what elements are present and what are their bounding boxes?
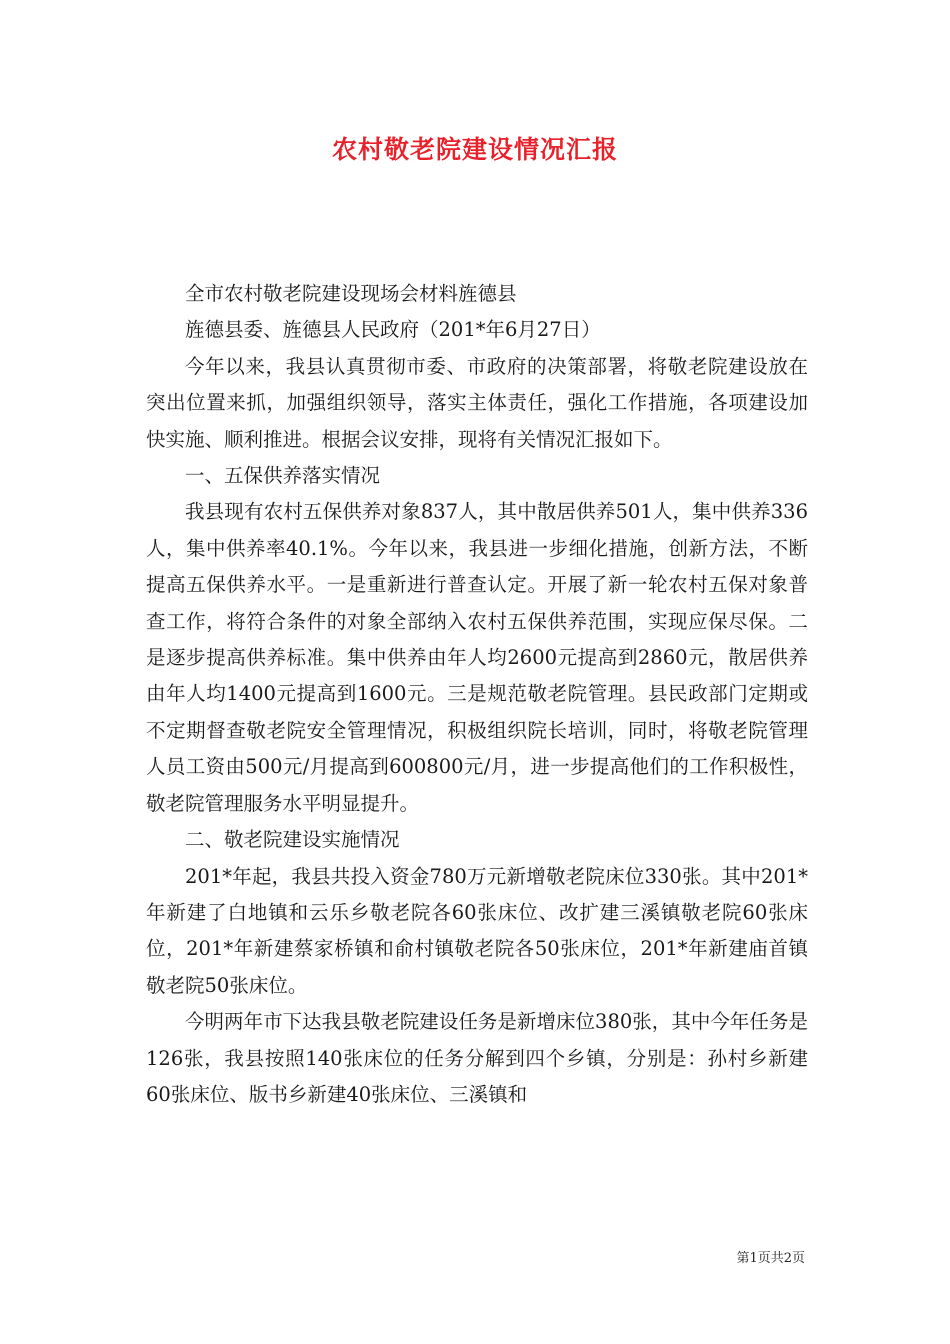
paragraph-section-2b: 今明两年市下达我县敬老院建设任务是新增床位380张，其中今年任务是126张，我县按照140张床位的任务分解到四个乡镇，分别是：孙村乡新建60张床位、版书乡新建40张床位、三溪镇和: [146, 1010, 808, 1106]
paragraph-section-1: 我县现有农村五保供养对象837人，其中散居供养501人，集中供养336人，集中供养率40.1%。今年以来，我县进一步细化措施，创新方法，不断提高五保供养水平。一是重新进行普查认定。开展了新一轮农村五保对象普查工作，将符合条件的对象全部纳入农村五保供养范围，实现应保尽保。二是逐步提高供养标准。集中供养由年人均2600元提高到2860元，散居供养由年人均1400元提高到1600元。三是规范敬老院管理。县民政部门定期或不定期督查敬老院安全管理情况，积极组织院长培训，同时，将敬老院管理人员工资由500元/月提高到600800元/月，进一步提高他们的工作积极性，敬老院管理服务水平明显提升。: [146, 500, 808, 815]
paragraph-issuer: 旌德县委、旌德县人民政府（201*年6月27日）: [185, 318, 601, 342]
section-heading-2: 二、敬老院建设实施情况: [185, 828, 400, 852]
paragraph-intro: 今年以来，我县认真贯彻市委、市政府的决策部署，将敬老院建设放在突出位置来抓，加强组织领导，落实主体责任，强化工作措施，各项建设加快实施、顺利推进。根据会议安排，现将有关情况汇报如下。: [146, 354, 808, 451]
paragraph-source: 全市农村敬老院建设现场会材料旌德县: [185, 282, 517, 305]
page-indicator: 第1页共2页: [736, 1251, 805, 1266]
paragraph-section-2a: 201*年起，我县共投入资金780万元新增敬老院床位330张。其中201*年新建了白地镇和云乐乡敬老院各60张床位、改扩建三溪镇敬老院60张床位，201*年新建蔡家桥镇和俞村镇敬老院各50张床位，201*年新建庙首镇敬老院50张床位。: [146, 864, 808, 997]
document-title: 农村敬老院建设情况汇报: [331, 135, 618, 164]
document-body: [146, 276, 808, 1113]
section-heading-1: 一、五保供养落实情况: [185, 464, 381, 488]
